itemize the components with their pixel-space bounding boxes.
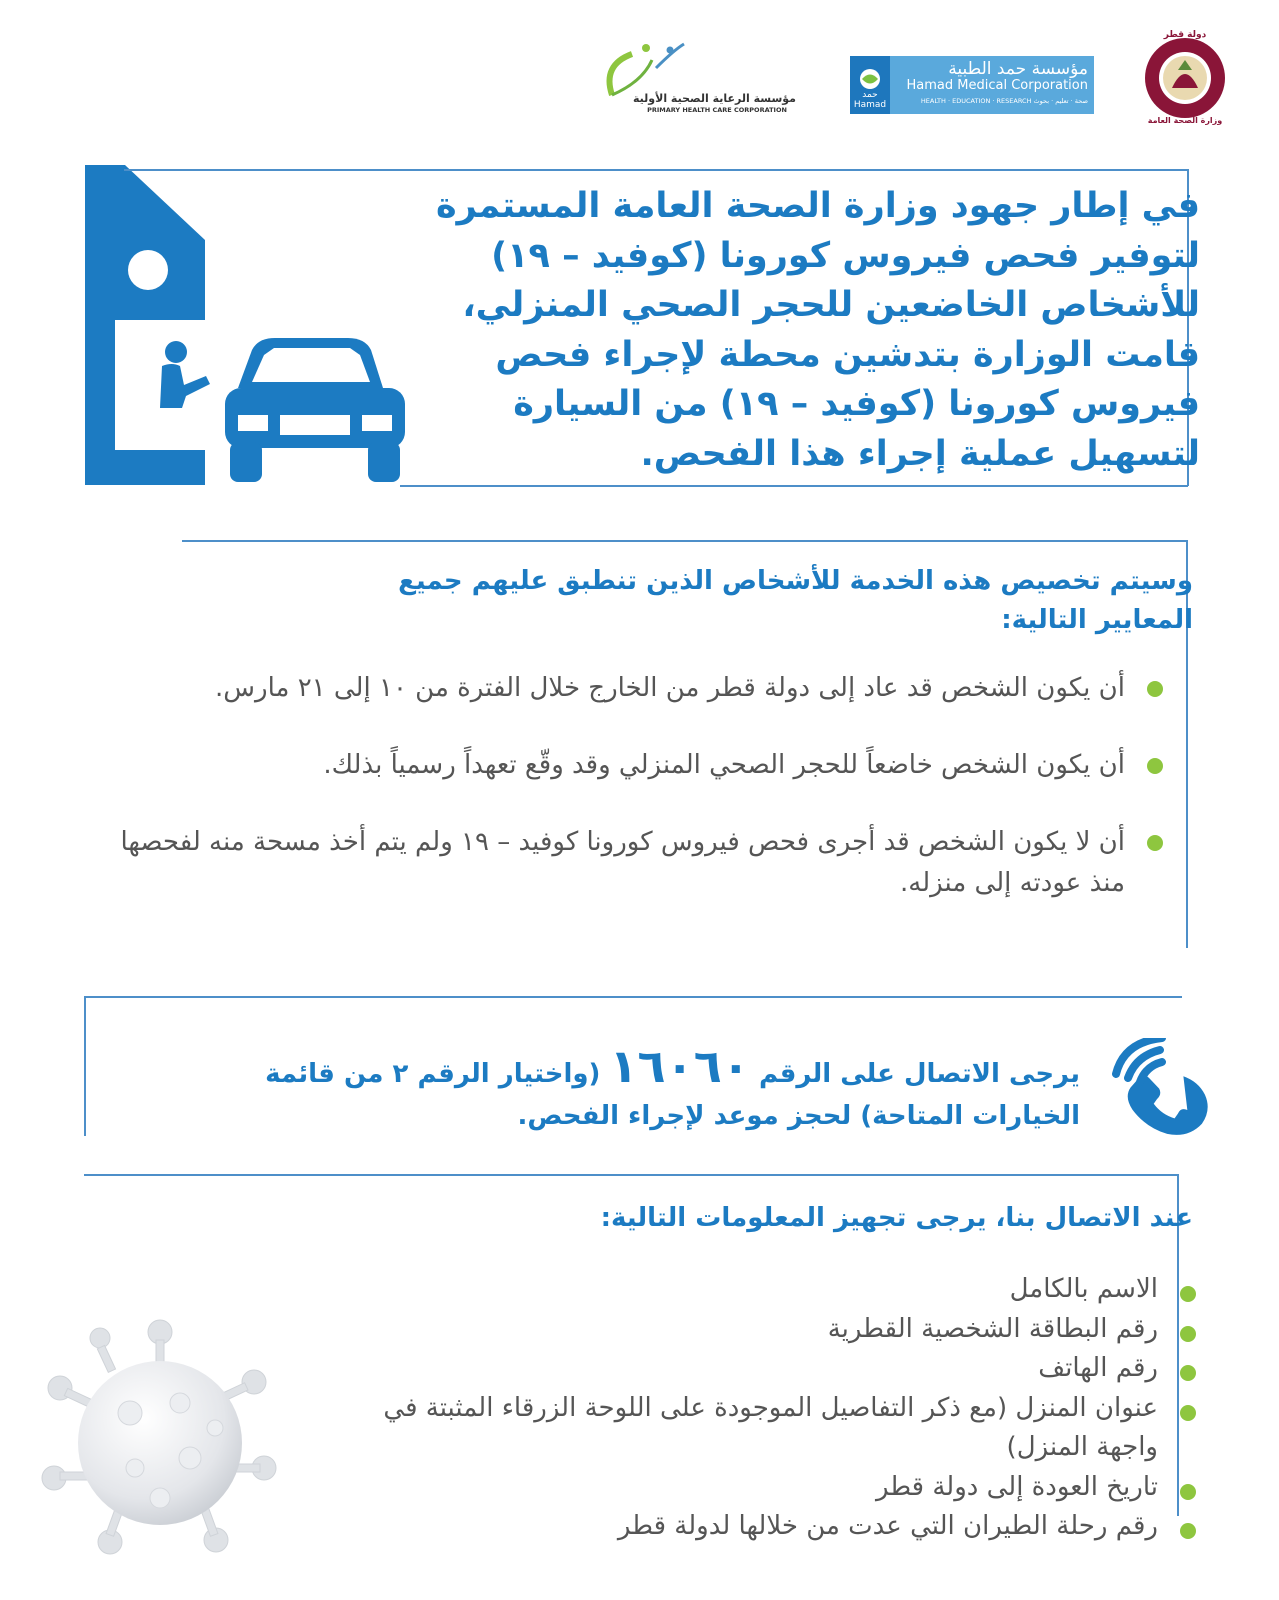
- moph-logo-top-text: دولة قطر: [1163, 30, 1207, 40]
- intro-line: قامت الوزارة بتدشين محطة لإجراء فحص: [495, 334, 1200, 375]
- phcc-name-en: PRIMARY HEALTH CARE CORPORATION: [647, 106, 787, 114]
- criteria-title-line: المعايير التالية:: [1001, 605, 1193, 635]
- phone-icon: [1108, 1038, 1218, 1148]
- intro-line: في إطار جهود وزارة الصحة العامة المستمرة: [435, 186, 1200, 226]
- hmc-name-en: Hamad Medical Corporation: [906, 78, 1088, 93]
- criteria-item-text: أن لا يكون الشخص قد أجرى فحص فيروس كورونا كوفيد – ١٩ ولم يتم أخذ مسحة منه لفحصها منذ عودته إلى منزله.: [120, 827, 1125, 898]
- info-item-text: الاسم بالكامل: [1009, 1274, 1158, 1304]
- criteria-item-text: أن يكون الشخص قد عاد إلى دولة قطر من الخارج خلال الفترة من ١٠ إلى ٢١ مارس.: [215, 673, 1125, 703]
- info-item-text: عنوان المنزل (مع ذكر التفاصيل الموجودة على اللوحة الزرقاء المثبتة في واجهة المنزل): [383, 1392, 1158, 1462]
- intro-line: فيروس كورونا (كوفيد – ١٩) من السيارة: [513, 384, 1200, 424]
- bullet-icon: [1180, 1326, 1196, 1342]
- bullet-icon: [1180, 1365, 1196, 1381]
- hmc-logo: [850, 56, 1094, 114]
- phcc-name-ar: مؤسسة الرعاية الصحية الأولية: [633, 92, 796, 105]
- list-item: [320, 1468, 1196, 1508]
- list-item: [320, 1389, 1196, 1468]
- intro-frame-top: [124, 169, 1188, 171]
- bullet-icon: [1180, 1405, 1196, 1421]
- info-frame-top: [84, 1174, 1178, 1176]
- info-item-text: رقم البطاقة الشخصية القطرية: [827, 1313, 1158, 1344]
- criteria-title-line: وسيتم تخصيص هذه الخدمة للأشخاص الذين تنطبق عليهم جميع: [398, 566, 1193, 596]
- bullet-icon: [1147, 758, 1163, 774]
- criteria-frame-top: [182, 540, 1187, 542]
- intro-text: [400, 182, 1200, 479]
- criteria-list: [120, 668, 1163, 940]
- intro-line: لتوفير فحص فيروس كورونا (كوفيد – ١٩): [491, 235, 1200, 276]
- list-item: [120, 745, 1163, 786]
- moph-logo-bottom-text: وزارة الصحة العامة: [1147, 116, 1223, 125]
- moph-logo: [1142, 30, 1228, 128]
- hmc-mark-en: Hamad: [853, 100, 887, 110]
- list-item: [320, 1507, 1196, 1547]
- virus-icon: [40, 1318, 280, 1558]
- info-item-text: تاريخ العودة إلى دولة قطر: [875, 1471, 1158, 1502]
- call-after: (واختيار الرقم ٢ من قائمة الخيارات المتاحة) لحجز موعد لإجراء الفحص.: [265, 1059, 1080, 1131]
- call-frame-top: [84, 996, 1182, 998]
- criteria-title: [215, 562, 1193, 640]
- hmc-mark: [850, 56, 890, 114]
- intro-line: للأشخاص الخاضعين للحجر الصحي المنزلي،: [462, 285, 1200, 325]
- call-text: [190, 1039, 1080, 1137]
- criteria-item-text: أن يكون الشخص خاضعاً للحجر الصحي المنزلي وقد وقّع تعهداً رسمياً بذلك.: [323, 750, 1125, 780]
- list-item: [120, 668, 1163, 709]
- hmc-tagline: HEALTH · EDUCATION · RESEARCH صحة · تعليم · بحوث: [920, 97, 1088, 105]
- info-item-text: رقم رحلة الطيران التي عدت من خلالها لدولة قطر: [617, 1511, 1158, 1541]
- call-before: يرجى الاتصال على الرقم: [758, 1059, 1080, 1089]
- bullet-icon: [1180, 1484, 1196, 1500]
- bullet-icon: [1147, 835, 1163, 851]
- staff-head-icon: [165, 341, 187, 363]
- bullet-icon: [1180, 1523, 1196, 1539]
- info-list: [320, 1270, 1196, 1547]
- list-item: [320, 1349, 1196, 1389]
- phcc-logo: [598, 40, 798, 120]
- hmc-mark-ar: حمد: [862, 90, 878, 100]
- list-item: [320, 1270, 1196, 1310]
- bullet-icon: [1147, 681, 1163, 697]
- intro-frame-bottom: [400, 485, 1188, 487]
- list-item: [320, 1310, 1196, 1350]
- call-frame-left: [84, 996, 86, 1136]
- phcc-leaf-icon: [598, 40, 708, 100]
- bullet-icon: [1180, 1286, 1196, 1302]
- intro-line: لتسهيل عملية إجراء هذا الفحص.: [640, 433, 1200, 474]
- list-item: [120, 822, 1163, 904]
- info-title: عند الاتصال بنا، يرجى تجهيز المعلومات التالية:: [600, 1203, 1193, 1233]
- hotline-number: ١٦٠٦٠: [609, 1039, 750, 1093]
- info-item-text: رقم الهاتف: [1038, 1353, 1158, 1383]
- hmc-name-ar: مؤسسة حمد الطبية: [948, 59, 1088, 79]
- booth-window-icon: [128, 250, 168, 290]
- hmc-globe-icon: [859, 68, 881, 90]
- drive-through-illustration: [80, 160, 420, 500]
